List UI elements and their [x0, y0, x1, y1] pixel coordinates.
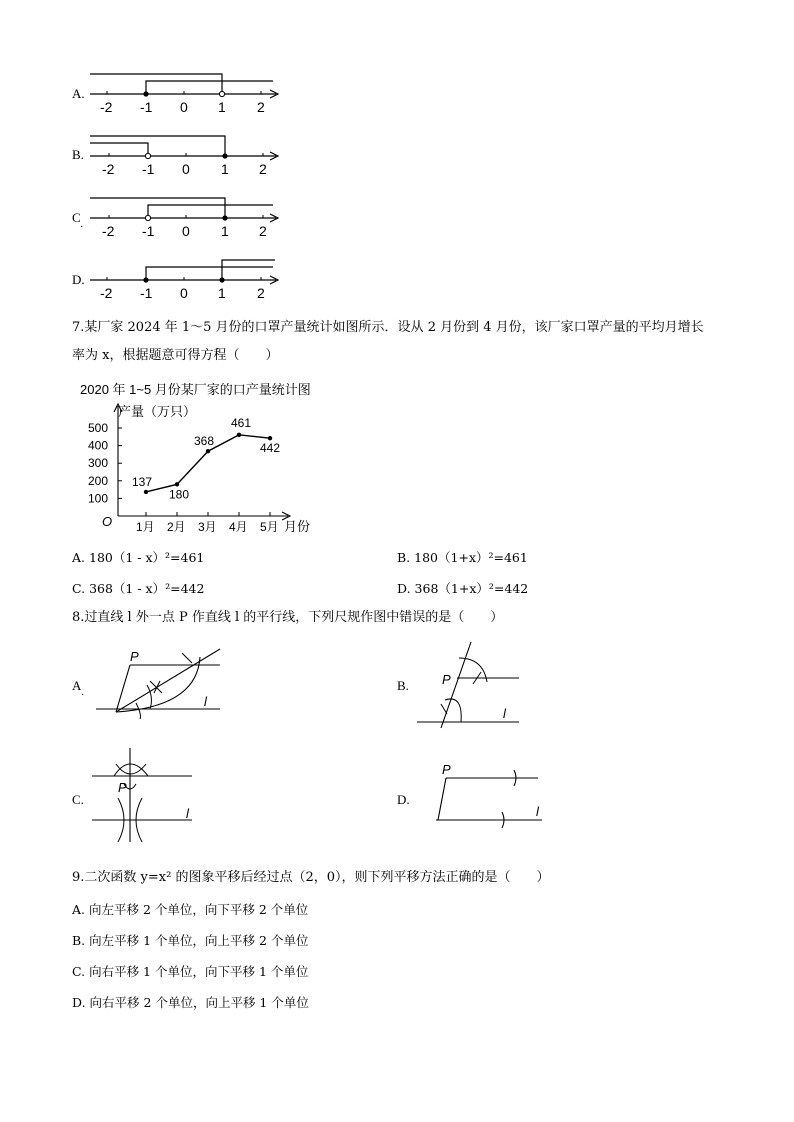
- closed-dot: [143, 277, 148, 282]
- q7-option-a[interactable]: [72, 548, 204, 566]
- x-tick-label: 2月: [167, 520, 186, 534]
- q6-option-a-label[interactable]: A.: [72, 86, 85, 101]
- x-tick-label: 5月: [260, 520, 279, 534]
- q9-option-a-label: A.: [72, 902, 86, 917]
- data-label: 180: [169, 487, 190, 502]
- q7-line-chart: [78, 376, 338, 536]
- q7-option-b[interactable]: [397, 548, 528, 566]
- chart-title: 2020 年 1~5 月份某厂家的口产量统计图: [80, 382, 311, 397]
- q8-stem: 8.过直线 l 外一点 P 作直线 l 的平行线，下列尺规作图中错误的是（ ）: [72, 610, 504, 625]
- ray-right-from-minus1: [146, 267, 273, 280]
- tick-label: -2: [100, 285, 113, 301]
- ray-left-long: [90, 136, 225, 156]
- q9-option-a-text: 向左平移 2 个单位，向下平移 2 个单位: [89, 902, 309, 917]
- point-p-label: P: [130, 649, 139, 664]
- tick-label: 1: [221, 223, 229, 239]
- tick-label: 1: [218, 285, 226, 301]
- tick-label: -2: [100, 99, 113, 115]
- q6-number-line-b[interactable]: [88, 128, 288, 180]
- arc-small: [136, 703, 141, 719]
- tick-label: 0: [180, 285, 188, 301]
- q7-option-c-label: C.: [72, 581, 86, 596]
- q9-option-c-label: C.: [72, 964, 86, 979]
- open-dot: [145, 153, 150, 158]
- data-label: 461: [231, 415, 252, 430]
- tick-label: 2: [257, 285, 265, 301]
- data-point: [144, 490, 148, 494]
- x-tick-label: 1月: [136, 520, 155, 534]
- line-l-label: l: [503, 706, 506, 721]
- x-tick-label: 3月: [198, 520, 217, 534]
- data-label: 368: [194, 434, 215, 449]
- data-label: 137: [132, 474, 153, 489]
- tick-label: 2: [259, 223, 267, 239]
- closed-dot: [222, 215, 227, 220]
- q9-stem: 9.二次函数 y=x² 的图象平移后经过点（2，0），则下列平移方法正确的是（ ）: [72, 870, 550, 885]
- tick-label: 0: [180, 99, 188, 115]
- q9-option-d[interactable]: [72, 993, 309, 1011]
- closed-dot: [222, 153, 227, 158]
- q8-option-d-label[interactable]: D.: [397, 792, 410, 807]
- q9-option-c-text: 向右平移 1 个单位，向下平移 1 个单位: [89, 964, 309, 979]
- q6-option-c-label[interactable]: C: [72, 210, 81, 225]
- chart-axes: [88, 404, 290, 534]
- data-point: [268, 436, 272, 440]
- q7-option-b-label: B.: [397, 550, 411, 565]
- line-l-label: l: [204, 694, 207, 709]
- ray-right: [148, 205, 273, 218]
- q7-option-b-text: 180（1+x）²=461: [414, 550, 528, 565]
- point-p-label: P: [118, 780, 127, 795]
- tick-label: -1: [140, 99, 153, 115]
- cross-mark: [441, 704, 447, 714]
- data-point: [237, 433, 241, 437]
- q6-number-line-d[interactable]: [88, 252, 288, 304]
- tick-label: 2: [259, 161, 267, 177]
- open-dot: [219, 91, 224, 96]
- q7-option-a-text: 180（1 - x）²=461: [89, 550, 205, 565]
- q9-option-a[interactable]: [72, 900, 308, 918]
- q8-option-a-label[interactable]: A: [72, 678, 82, 693]
- ray-left: [90, 74, 222, 94]
- q9-option-b-label: B.: [72, 933, 86, 948]
- q6-option-d-label[interactable]: D.: [72, 272, 85, 287]
- q6-option-b-label[interactable]: B.: [72, 147, 84, 162]
- ray-right-from-1: [222, 260, 275, 280]
- q8-construction-b[interactable]: [415, 638, 525, 730]
- q7-stem-line2: 率为 x，根据题意可得方程（ ）: [72, 348, 279, 363]
- arc: [116, 764, 146, 774]
- stray-dot: ·: [81, 690, 85, 701]
- cross-mark: [150, 681, 162, 693]
- y-tick-label: 400: [88, 438, 109, 453]
- q8-construction-a[interactable]: [92, 645, 242, 725]
- chart-xlabel: 月份: [284, 519, 311, 534]
- ray-right: [146, 81, 273, 94]
- q7-option-c[interactable]: [72, 579, 204, 597]
- arc-small: [147, 685, 151, 709]
- chart-ylabel: 产量（万只）: [118, 404, 197, 419]
- q7-option-d[interactable]: [397, 579, 528, 597]
- q9-option-b[interactable]: [72, 931, 308, 949]
- tick-label: -2: [102, 161, 115, 177]
- data-point: [206, 449, 210, 453]
- tick-label: -2: [102, 223, 115, 239]
- cross-mark: [154, 681, 160, 693]
- line-l-label: l: [186, 806, 189, 821]
- y-tick-label: 300: [88, 456, 109, 471]
- point-p-label: P: [442, 762, 451, 777]
- data-label: 442: [260, 441, 281, 456]
- q9-option-b-text: 向左平移 1 个单位，向上平移 2 个单位: [89, 933, 309, 948]
- y-tick-label: 100: [88, 491, 109, 506]
- closed-dot: [219, 277, 224, 282]
- q7-option-d-text: 368（1+x）²=442: [414, 581, 529, 596]
- q6-number-line-a[interactable]: [88, 66, 288, 118]
- tick-label: 0: [182, 223, 190, 239]
- x-tick-label: 4月: [229, 520, 248, 534]
- cross-mark: [182, 653, 192, 663]
- closed-dot: [143, 91, 148, 96]
- tick-label: 0: [182, 161, 190, 177]
- tick-label: 1: [221, 161, 229, 177]
- q7-stem-line1: 7.某厂家 2024 年 1～5 月份的口罩产量统计如图所示．设从 2 月份到 4 月份，该厂家口罩产量的平均月增长: [72, 320, 704, 335]
- ray-left-short: [90, 143, 148, 156]
- q9-option-d-text: 向右平移 2 个单位，向上平移 1 个单位: [89, 995, 309, 1010]
- q9-option-d-label: D.: [72, 995, 86, 1010]
- tick-label: 2: [257, 99, 265, 115]
- q7-option-c-text: 368（1 - x）²=442: [89, 581, 205, 596]
- tick-label: -1: [142, 161, 155, 177]
- tick-label: -1: [142, 223, 155, 239]
- y-tick-label: 500: [88, 421, 109, 435]
- ray-left: [90, 198, 225, 218]
- stray-dot: ·: [80, 222, 84, 233]
- tick-label: -1: [140, 285, 153, 301]
- chart-origin: O: [102, 514, 113, 529]
- data-point: [175, 482, 179, 486]
- point-p-label: P: [442, 672, 451, 687]
- segment-p: [438, 778, 446, 820]
- tick-label: 1: [218, 99, 226, 115]
- y-tick-label: 200: [88, 473, 109, 488]
- chart-marks: [132, 416, 280, 501]
- q7-option-d-label: D.: [397, 581, 411, 596]
- q9-option-c[interactable]: [72, 962, 308, 980]
- q8-option-b-label[interactable]: B.: [397, 678, 409, 693]
- q8-option-c-label[interactable]: C.: [72, 792, 84, 807]
- q6-number-line-c[interactable]: [88, 190, 288, 242]
- open-dot: [145, 215, 150, 220]
- line-l-label: l: [536, 804, 539, 819]
- q7-option-a-label: A.: [72, 550, 86, 565]
- q8-construction-d[interactable]: [432, 760, 550, 830]
- q8-construction-c[interactable]: [88, 742, 208, 846]
